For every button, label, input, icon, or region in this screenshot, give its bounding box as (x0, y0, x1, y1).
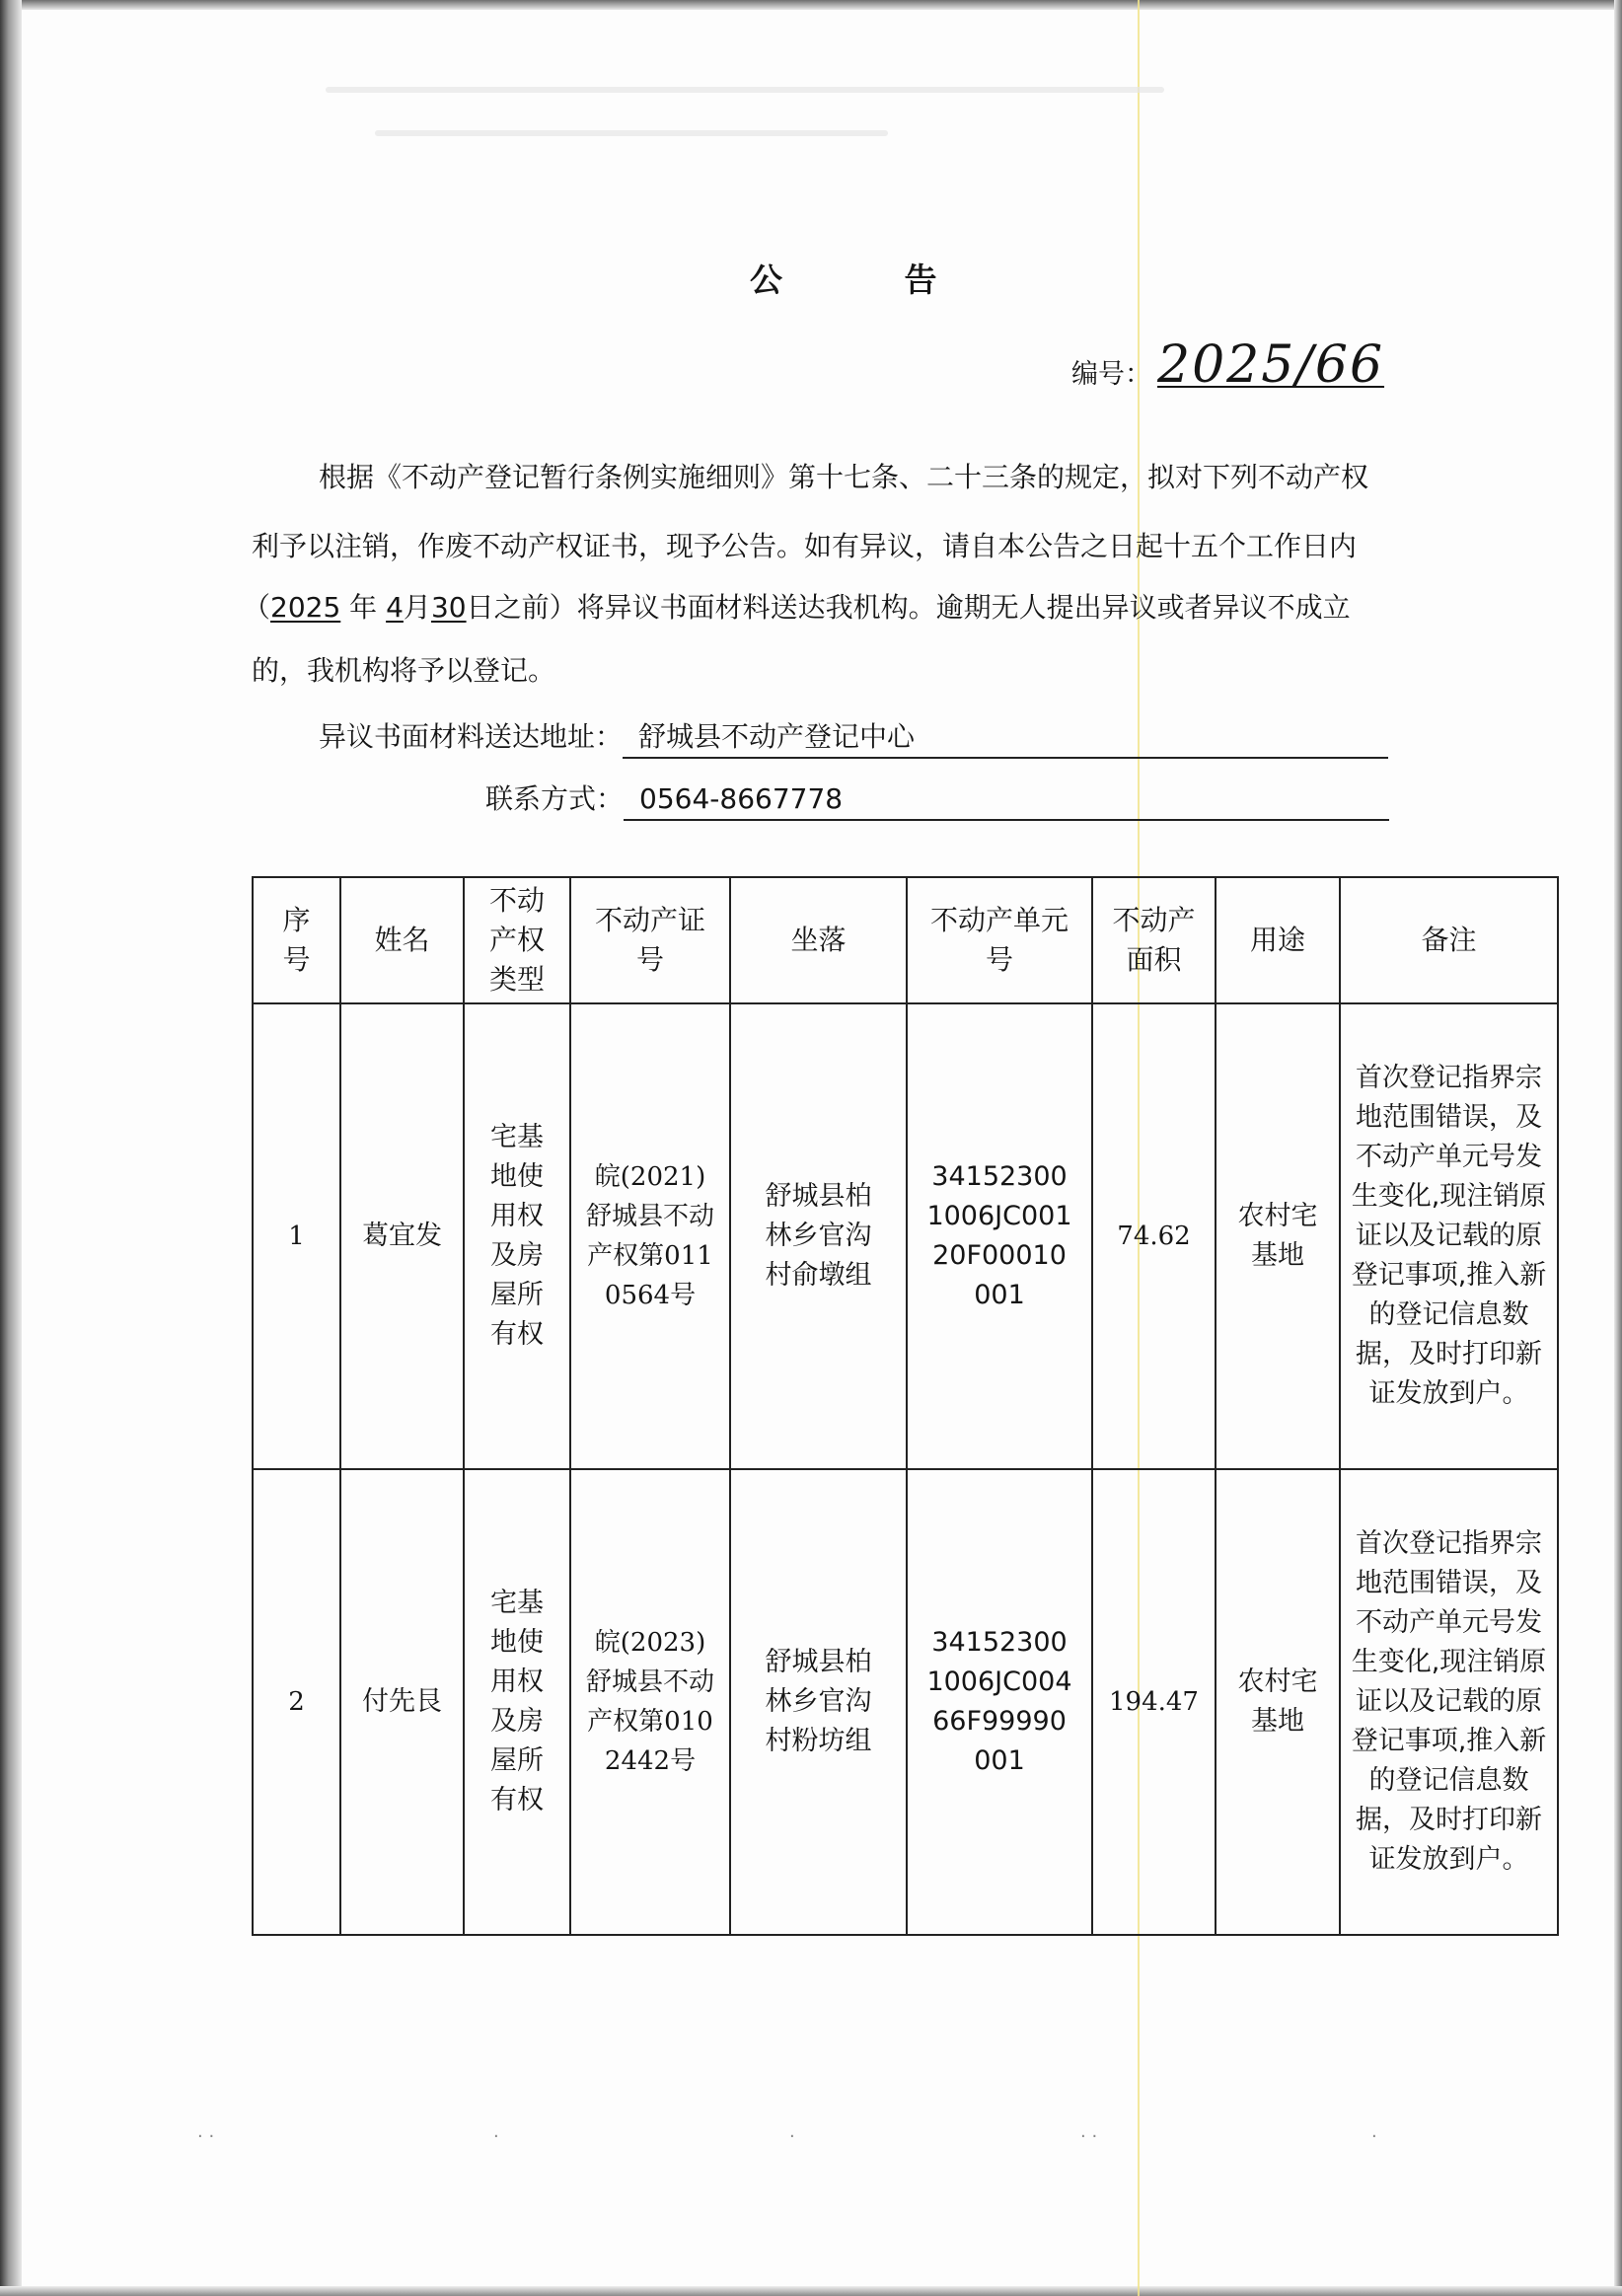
contact-value: 0564-8667778 (624, 779, 1389, 821)
document-number-value: 2025/66 (1157, 335, 1385, 395)
table-row (253, 1469, 1558, 1935)
cell-location: 舒城县柏林乡官沟村粉坊组 (730, 1469, 907, 1935)
col-header-cert-no: 不动产证号 (570, 877, 730, 1003)
cell-remark: 首次登记指界宗地范围错误，及不动产单元号发生变化,现注销原证以及记载的原登记事项,推入新的登记信息数据，及时打印新证发放到户。 (1340, 1469, 1558, 1935)
deadline-month-unit: 月 (403, 591, 431, 624)
body-line-3-rest: 日之前）将异议书面材料送达我机构。逾期无人提出异议或者异议不成立 (466, 591, 1351, 624)
address-label: 异议书面材料送达地址： (319, 720, 624, 753)
cell-right-type: 宅基地使用权及房屋所有权 (464, 1003, 570, 1469)
cell-name: 葛宜发 (340, 1003, 464, 1469)
scan-smudge (375, 130, 888, 136)
address-field (319, 717, 1388, 759)
cell-cert-no: 皖(2023)舒城县不动产权第0102442号 (570, 1469, 730, 1935)
scan-speck: · (1371, 2126, 1377, 2147)
col-header-right-type: 不动产权类型 (464, 877, 570, 1003)
body-line-1: 根据《不动产登记暂行条例实施细则》第十七条、二十三条的规定，拟对下列不动产权 (319, 461, 1369, 493)
col-header-remark: 备注 (1340, 877, 1558, 1003)
col-header-unit-no: 不动产单元号 (907, 877, 1092, 1003)
col-header-name: 姓名 (340, 877, 464, 1003)
cell-unit-no: 341523001006JC00120F00010001 (907, 1003, 1092, 1469)
body-line-3-open: （ (243, 591, 271, 624)
cell-cert-no: 皖(2021)舒城县不动产权第0110564号 (570, 1003, 730, 1469)
col-header-location: 坐落 (730, 877, 907, 1003)
cell-unit-no: 341523001006JC00466F99990001 (907, 1469, 1092, 1935)
cell-no: 1 (253, 1003, 340, 1469)
scan-speck: · (789, 2126, 795, 2147)
address-value: 舒城县不动产登记中心 (623, 717, 1388, 759)
scan-edge-top (0, 0, 1622, 10)
scan-edge-left (0, 0, 22, 2296)
deadline-day: 30 (430, 591, 467, 624)
document-number-label: 编号： (1071, 359, 1151, 390)
col-header-area: 不动产面积 (1092, 877, 1216, 1003)
registry-table (252, 876, 1559, 1936)
scan-edge-bottom (0, 2286, 1622, 2296)
deadline-month: 4 (386, 591, 404, 624)
contact-field (485, 779, 1389, 821)
table-row (253, 1003, 1558, 1469)
document-number (1071, 335, 1385, 395)
contact-label: 联系方式： (485, 782, 625, 815)
cell-name: 付先艮 (340, 1469, 464, 1935)
scan-speck: · · (197, 2126, 215, 2147)
deadline-year: 2025 (270, 591, 341, 624)
cell-usage: 农村宅基地 (1216, 1469, 1340, 1935)
cell-area: 194.47 (1092, 1469, 1216, 1935)
table-header-row (253, 877, 1558, 1003)
cell-location: 舒城县柏林乡官沟村俞墩组 (730, 1003, 907, 1469)
body-line-4: 的，我机构将予以登记。 (252, 654, 556, 687)
scan-speck: · (493, 2126, 499, 2147)
cell-remark: 首次登记指界宗地范围错误，及不动产单元号发生变化,现注销原证以及记载的原登记事项,推入新的登记信息数据，及时打印新证发放到户。 (1340, 1003, 1558, 1469)
scan-smudge (326, 87, 1164, 93)
deadline-year-unit: 年 (340, 591, 387, 624)
cell-right-type: 宅基地使用权及房屋所有权 (464, 1469, 570, 1935)
cell-area: 74.62 (1092, 1003, 1216, 1469)
body-line-3 (243, 588, 1351, 628)
col-header-no: 序号 (253, 877, 340, 1003)
cell-no: 2 (253, 1469, 340, 1935)
cell-usage: 农村宅基地 (1216, 1003, 1340, 1469)
col-header-usage: 用途 (1216, 877, 1340, 1003)
body-line-2: 利予以注销，作废不动产权证书，现予公告。如有异议，请自本公告之日起十五个工作日内 (252, 530, 1358, 562)
scan-speck: · · (1080, 2126, 1098, 2147)
scan-edge-right (1614, 0, 1622, 2296)
page-title: 公 告 (750, 260, 993, 299)
